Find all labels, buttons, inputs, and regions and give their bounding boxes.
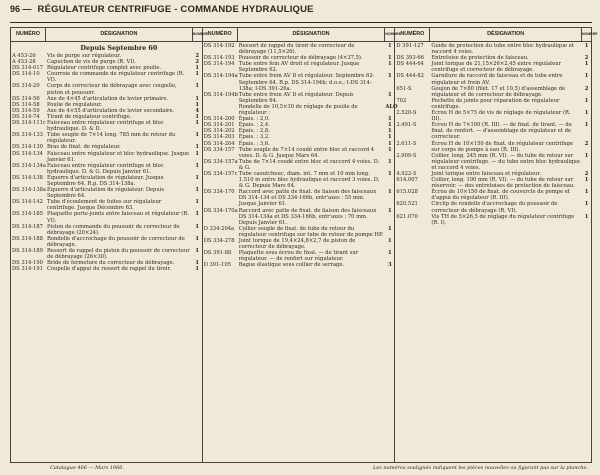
part-row [395,73,591,85]
part-row [203,43,395,55]
part-number: DS 314-200 [203,116,235,123]
column-1 [11,28,209,462]
part-quantity: 1 [388,158,392,165]
header-rule [10,22,592,23]
part-quantity: 1 [388,140,392,147]
part-designation: Collier souple de fixat. de tube de retour du régulateur centrifuge sur tube de retour de pompe HP. [238,225,384,238]
part-number: 2.491-S [396,122,417,129]
part-designation: Collier, long. 190 mm (R. VI). — du tube de retour sur réservoir. — des entretoises de protection de faisceau. [431,177,575,190]
part-row [203,103,398,117]
part-quantity: 1 [388,134,392,141]
part-quantity: 3 [388,262,392,269]
part-quantity: 1 [584,189,589,196]
part-quantity: 1 [388,73,392,80]
column-3 [395,28,598,462]
part-row [11,211,202,223]
part-quantity: 1 [195,113,199,120]
part-quantity: 1 [195,71,199,78]
part-row [11,248,202,260]
part-designation: Tube entre fein AV droit et régulateur. Jusque Septembre 62. [238,61,360,74]
part-designation: Plaquette sous écrou de fixat. — de tirant sur régulateur. — de renfort sur régulateur. [238,250,359,263]
part-number: DS 314-193 [203,55,235,62]
part-designation: Joint torique de 21,15×26×2,45 entre régulateur centrifuge et correcteur de débrayage. [431,61,562,74]
part-designation: Poussoir de correcteur de débrayage (4×37,5). [238,55,363,62]
part-number: 2.909-S [396,152,417,159]
part-designation: Capuchon de vis de purge (R. VI). [47,59,136,66]
header-designation: DÉSIGNATION [430,28,582,41]
part-designation: Raccord avec patte de fixat. de liaison des faisceaux DS 314-134a et DS 334-166b, entr'axes : 70 mm. Depuis Janvier 61. [238,207,377,226]
page-number: 96 — [10,4,32,14]
part-row [203,147,395,159]
header-numero: NUMÉRO [203,28,238,41]
part-row [11,151,202,163]
part-designation: Épais. : 2,8. [238,128,270,135]
column-2-rows [203,42,398,462]
part-designation: Corps de correcteur de débrayage avec coupelle, piston et poussoir. [47,83,177,96]
part-number: DS 314-190 [12,260,43,267]
part-row [203,92,395,104]
part-number: DS 314-10 [12,71,40,78]
part-designation: Raccord avec patte de fixat. de liaison des faisceaux DS 314-134 et DS 334-166b, entr'axes : 55 mm. Jusque Janvier 61. [238,189,377,208]
part-number: DS 314-58 [12,101,40,108]
part-number: DS 314-194a [203,73,238,80]
part-quantity: 1 [584,97,589,104]
part-quantity: 1 [195,266,199,273]
part-number: 2.611-S [396,140,417,147]
part-quantity: 1 [195,162,199,169]
footer-catalog: Catalogue 406 — Mars 1966. [50,465,125,471]
part-number: DS 334-278 [203,238,235,244]
part-quantity: 2 [584,140,589,147]
part-number: DS 314-203 [203,134,235,141]
part-number: DS 391-88 [203,250,232,257]
part-row [395,61,591,73]
part-designation: Épais. : 2,4. [238,122,270,129]
part-number: DS 334-157a [203,158,238,165]
part-number: DS 334-170a [203,207,238,214]
part-number: DS 314-142 [12,199,43,206]
part-row [203,208,395,226]
part-designation: Vis de purge sur régulateur. [47,53,121,59]
part-row [395,189,591,201]
part-row [11,224,202,236]
part-row [395,153,591,171]
part-quantity: 1 [195,120,199,127]
part-row [11,266,202,272]
part-designation: Entretoise de protection de faisceau. [431,55,529,62]
part-row [203,171,395,189]
part-designation: Équerre d'articulation de régulateur. Depuis Septembre 64. [47,187,165,200]
part-row [203,238,395,250]
part-designation: Bague élastique sous collier de serrage. [238,262,345,269]
part-row [11,71,202,83]
part-row [11,163,202,175]
part-number: DS 314-59 [12,107,40,114]
part-quantity: ALO [385,103,398,110]
part-number: DS 314-194 [203,61,235,68]
column-2 [203,28,401,462]
part-number: DS 314-188 [12,235,43,242]
page-header [10,4,592,18]
part-quantity: 2 [195,53,199,59]
part-number: DS 334-170 [203,189,235,196]
part-number: DS 314-192 [203,43,235,49]
part-quantity: 2 [195,59,199,66]
part-designation: Tube entre frein AV D et régulateur. Septembre 62-Septembre 64. R.p. DS 314-194b; d.o.o.; I-DS 314-138a; I-DS 391-26a. [238,73,375,92]
column-header [203,28,401,42]
part-quantity: 1 [388,146,392,153]
section-heading [11,43,202,53]
part-designation: Ressort de rappel du tiroir de correcteur de débrayage (11,5×26). [238,43,355,56]
column-3-rows [395,42,591,462]
part-number: DS 334-157 [203,146,235,153]
part-number: DS 444-64 [396,61,424,68]
part-quantity: 1 [195,101,199,108]
part-number: 620.521 [396,201,418,208]
part-quantity: 1 [195,235,199,242]
part-designation: Tirant de régulateur centrifuge. [47,113,132,120]
part-designation: Bride de fermeture du correcteur de débrayage. [47,260,175,267]
part-quantity: 1 [584,152,589,159]
part-quantity: 1 [584,122,589,129]
part-quantity: 1 [195,223,199,230]
part-designation: Écrou de 10×150 de fixat. de couvercle de pompe et d'appui du régulateur (R. III). [431,189,570,202]
part-quantity: 4 [195,107,199,114]
part-number: D 334-204a [203,225,235,232]
header-numero: NUMÉRO [395,28,430,41]
part-row [395,110,591,122]
part-number: 621.070 [396,213,418,220]
part-designation: Épais. : 3,6. [238,140,270,147]
part-quantity: 1 [388,238,392,244]
part-row [11,175,202,187]
part-designation: Axe de 4×55 d'articulation de levier secondaire. [47,107,175,114]
part-number: 702 [396,97,407,104]
part-number: DS 314-20 [12,83,40,90]
part-number: DS 314-111c [12,120,46,127]
part-row [203,159,395,171]
part-designation: Faisceau entre régulateur centrifuge et bloc hydraulique. D. & G. Depuis Janvier 61. [47,162,164,175]
part-quantity: 1 [388,55,392,62]
part-row [203,226,395,238]
part-row [11,83,202,95]
part-row [395,141,591,153]
part-quantity: 1 [388,225,392,232]
part-row [11,199,202,211]
header-designation: DÉSIGNATION [46,28,193,41]
part-quantity: 1 [388,61,392,68]
part-row [395,177,591,189]
header-numero: NUMÉRO [11,28,46,41]
part-number: DS 314-134 [12,150,43,157]
part-row [395,201,591,213]
part-quantity: 1 [584,43,589,49]
part-number: DS 314-201 [203,122,235,129]
part-number: DS 314-187 [12,223,43,230]
part-designation: Guide de protection du tube entre bloc hydraulique et raccord 4 voies. [431,43,574,56]
part-quantity: 1 [388,189,392,196]
part-quantity: 1 [195,95,199,102]
part-designation: Vis TH de 5×26,5 de réglage du régulateur centrifuge (R. I). [431,213,575,226]
part-number: DS 444-82 [396,73,424,80]
part-number: DS 314-194b [203,91,238,98]
part-number: 614.007 [396,177,418,184]
part-row [203,250,395,262]
part-quantity: 1 [584,110,589,117]
part-quantity: 1 [388,128,392,135]
part-quantity [193,43,202,53]
part-row [203,262,395,268]
part-row [395,43,591,55]
part-number: DS 314-134a [12,162,47,169]
part-row [395,214,591,226]
part-quantity: 1 [388,43,392,49]
part-quantity: 1 [195,260,199,267]
part-number: D 391-127 [396,43,424,49]
part-designation: Épais. : 3,2. [238,134,270,141]
part-designation: Garniture de raccord de faisceau et de tube entre régulateur et frein AV. [431,73,563,86]
part-quantity: 1 [388,122,392,129]
part-quantity: 1 [584,201,589,208]
part-designation: Tube de 7×14 coudé entre bloc et raccord 4 voies. D. & G. [238,158,380,171]
part-designation: Axe de 4×45 d'articulation de levier primaire. [47,95,169,102]
part-number: 651-S [396,85,412,92]
part-quantity: 1 [195,248,199,254]
part-number: DS 314-133 [12,132,43,139]
part-number: 4.922-S [396,170,417,177]
header-qty: NOMBRE [385,32,401,36]
part-designation: Rondelle d'accrochage du poussoir de correcteur de débrayage. [47,235,185,248]
part-number: DS 314-138a [12,187,47,194]
part-number: 615.028 [396,189,418,196]
part-designation: Pochette de joints pour réparation de régulateur centrifuge. [431,97,560,110]
part-quantity: 1 [195,199,199,206]
parts-table [10,27,598,463]
part-row [203,189,395,207]
part-number: DS 314-204 [203,140,235,147]
page-title: RÉGULATEUR CENTRIFUGE - COMMANDE HYDRAULIQUE [37,4,314,15]
part-number [11,43,45,53]
part-designation: Écrou H de 10×150 de fixat. de régulateur centrifuge sur corps de pompe à eau (R. III). [431,140,574,153]
part-number: DS 314-185 [12,211,43,218]
page-footer [10,463,592,471]
part-number: A 453-26 [12,53,36,59]
footer-note: Les numéros soulignés indiquent les pièces nouvelles ou figurant pas sur la planche. [372,465,588,471]
part-designation: Piston de commande du poussoir de correcteur de débrayage (20×24). [47,223,180,236]
part-row [203,73,395,91]
part-designation: Tube caoutchouc, diam. int. 7 mm et 10 mm long. 1.510 m entre bloc hydraulique et raccord 3 voies. D. & G. Depuis Mars 64. [238,170,380,190]
part-designation: Circlip de rondelle d'accrochage du poussoir de correcteur de débrayage (R. VI). [431,201,558,214]
part-designation: Écrou H de 7×100 (R. III). — de fixat. de tirant. — de fixat. de renfort. — d'assemblage de régulateur et de correcteur. [431,122,572,141]
part-quantity: 1 [195,65,199,72]
part-designation: Rondelle de 10,5×30 de réglage de poulie de régulateur : [238,103,358,117]
part-number: DS 334-157c [203,170,238,177]
part-designation: Faisceau entre régulateur et bloc hydraulique. Jusque Janvier 61. [47,150,190,163]
part-quantity: 1 [195,187,199,194]
part-designation: Coupelle d'appui du ressort de rappel du tiroir. [47,266,172,273]
column-header [11,28,209,42]
part-number: DS 314-017 [12,65,43,72]
part-quantity: 1 [195,83,199,90]
part-number: D 391-105 [203,262,232,269]
part-row [11,187,202,199]
part-designation: Poulie de régulateur. [47,101,102,108]
part-row [11,120,202,132]
part-number: DS 314-130 [12,144,43,151]
part-number: DS 314-74 [12,113,40,120]
part-designation: Ressort de rappel du piston du poussoir de correcteur de débrayage (26×30). [47,248,190,261]
part-designation: Écrou H de 5×75 de vis de réglage de régulateur (R. III). [431,110,571,123]
part-quantity: 1 [584,73,589,80]
part-quantity: 1 [195,132,199,139]
header-qty: NOMBRE [582,32,598,36]
part-row [395,122,591,140]
part-number: 2.520-S [396,110,417,117]
part-designation: Tube d'écoulement de fuites sur régulateur centrifuge. Jusque Décembre 63. [47,199,162,212]
part-designation: Régulateur centrifuge complet avec poulie. [47,65,162,72]
part-designation: Faisceau entre régulateur centrifuge et bloc hydraulique. D. & D. [47,120,164,133]
part-quantity: 1 [388,91,392,98]
part-row [395,98,591,110]
part-quantity: 1 [388,116,392,123]
part-quantity: 1 [388,207,392,214]
part-quantity: 1 [195,144,199,151]
part-designation: Équerre d'articulation de régulateur. Jusque Septembre 64. R.p. DS 314-138a. [47,174,164,187]
part-row [11,132,202,144]
header-qty: NOMBRE [192,32,209,36]
part-row [395,86,591,98]
part-designation: Courroie de commande de régulateur centrifuge (R. VI). [47,71,185,84]
part-designation: Joint torique de 19,4×24,8×2,7 de piston de correcteur de débrayage. [238,238,356,251]
part-quantity: 1 [388,250,392,257]
part-designation: Bras de fixat. de régulateur. [47,144,121,151]
part-number: DS 393-66 [396,55,424,62]
part-number: DS 314-189 [12,248,43,254]
part-number: DS 314-56 [12,95,40,102]
part-number: A 453-28 [12,59,36,66]
part-designation: Collier, long. 245 mm (R. VI). — du tube de retour sur régulateur centrifuge. — du tube entre bloc hydraulique et raccord 4 voies. [431,152,580,171]
part-designation: Goujon de 7×80 (filet. 17 et 10,5) d'assemblage de régulateur et de correcteur de débrayage. [431,85,566,98]
part-number: DS 314-138 [12,174,43,181]
part-quantity: 2 [584,85,589,92]
part-quantity: 1 [584,177,589,184]
part-designation: Épais. : 2,0. [238,116,270,123]
header-designation: DÉSIGNATION [238,28,386,41]
part-number: DS 314-191 [12,266,43,273]
part-designation: Tube souple de 7×14 coudé entre bloc et raccord 4 voies. D. & G. Jusque Mars 64. [238,146,375,159]
part-quantity: 1 [584,61,589,68]
part-number: DS 314-202 [203,128,235,135]
part-number [203,104,237,116]
column-1-rows [11,42,202,462]
part-quantity: 1 [584,213,589,220]
part-quantity: 1 [195,211,199,218]
part-designation: Depuis Septembre 60 [80,44,158,52]
part-quantity: 1 [195,174,199,181]
part-designation: Plaquette porte-joints entre faisceau et régulateur (R. VI). [47,211,189,224]
part-quantity: 2 [584,170,589,177]
part-quantity: 1 [195,150,199,157]
part-quantity: 1 [388,170,392,177]
part-designation: Tube souple de 7×14 long. 785 mm de retour du régulateur. [47,132,176,145]
part-designation: Tube entre frein AV D et régulateur. Depuis Septembre 64. [238,91,354,104]
part-row [203,61,395,73]
part-quantity: 2 [584,55,589,62]
part-designation: Joint torique entre faisceau et régulateur. [431,170,541,177]
part-row [11,236,202,248]
column-header [395,28,598,42]
